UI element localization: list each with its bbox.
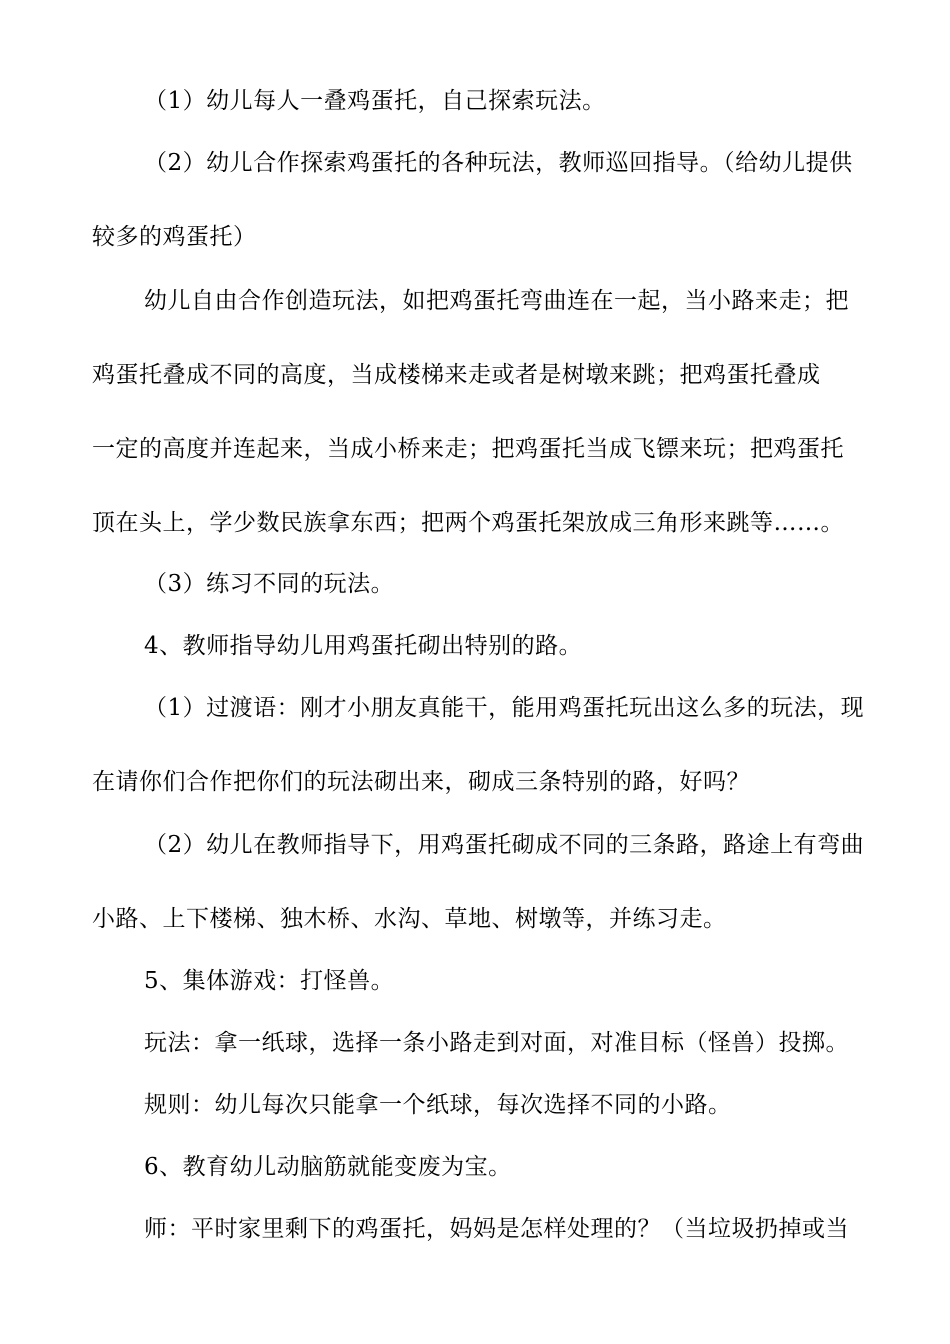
- text-line-11: 在请你们合作把你们的玩法砌出来，砌成三条特别的路，好吗？: [92, 769, 750, 795]
- text-line-10: （1）过渡语：刚才小朋友真能干，能用鸡蛋托玩出这么多的玩法，现: [144, 695, 865, 721]
- text-line-4: 幼儿自由合作创造玩法，如把鸡蛋托弯曲连在一起，当小路来走；把: [144, 288, 849, 314]
- text-line-13: 小路、上下楼梯、独木桥、水沟、草地、树墩等，并练习走。: [92, 906, 727, 932]
- text-line-5: 鸡蛋托叠成不同的高度，当成楼梯来走或者是树墩来跳；把鸡蛋托叠成: [92, 362, 821, 388]
- text-line-2: （2）幼儿合作探索鸡蛋托的各种玩法，教师巡回指导。（给幼儿提供: [144, 150, 853, 176]
- text-line-17: 6、教育幼儿动脑筋就能变废为宝。: [144, 1154, 512, 1180]
- text-line-16: 规则：幼儿每次只能拿一个纸球，每次选择不同的小路。: [144, 1092, 732, 1118]
- text-line-1: （1）幼儿每人一叠鸡蛋托，自己探索玩法。: [144, 88, 606, 114]
- text-line-3: 较多的鸡蛋托）: [92, 224, 257, 250]
- text-line-9: 4、教师指导幼儿用鸡蛋托砌出特别的路。: [144, 633, 583, 659]
- text-line-18: 师：平时家里剩下的鸡蛋托，妈妈是怎样处理的？（当垃圾扔掉或当: [144, 1216, 849, 1242]
- text-line-15: 玩法：拿一纸球，选择一条小路走到对面，对准目标（怪兽）投掷。: [144, 1030, 849, 1056]
- text-line-12: （2）幼儿在教师指导下，用鸡蛋托砌成不同的三条路，路途上有弯曲: [144, 832, 865, 858]
- text-line-14: 5、集体游戏：打怪兽。: [144, 968, 395, 994]
- text-line-6: 一定的高度并连起来，当成小桥来走；把鸡蛋托当成飞镖来玩；把鸡蛋托: [92, 436, 844, 462]
- text-line-7: 顶在头上，学少数民族拿东西；把两个鸡蛋托架放成三角形来跳等……。: [92, 510, 844, 536]
- text-line-8: （3）练习不同的玩法。: [144, 571, 395, 597]
